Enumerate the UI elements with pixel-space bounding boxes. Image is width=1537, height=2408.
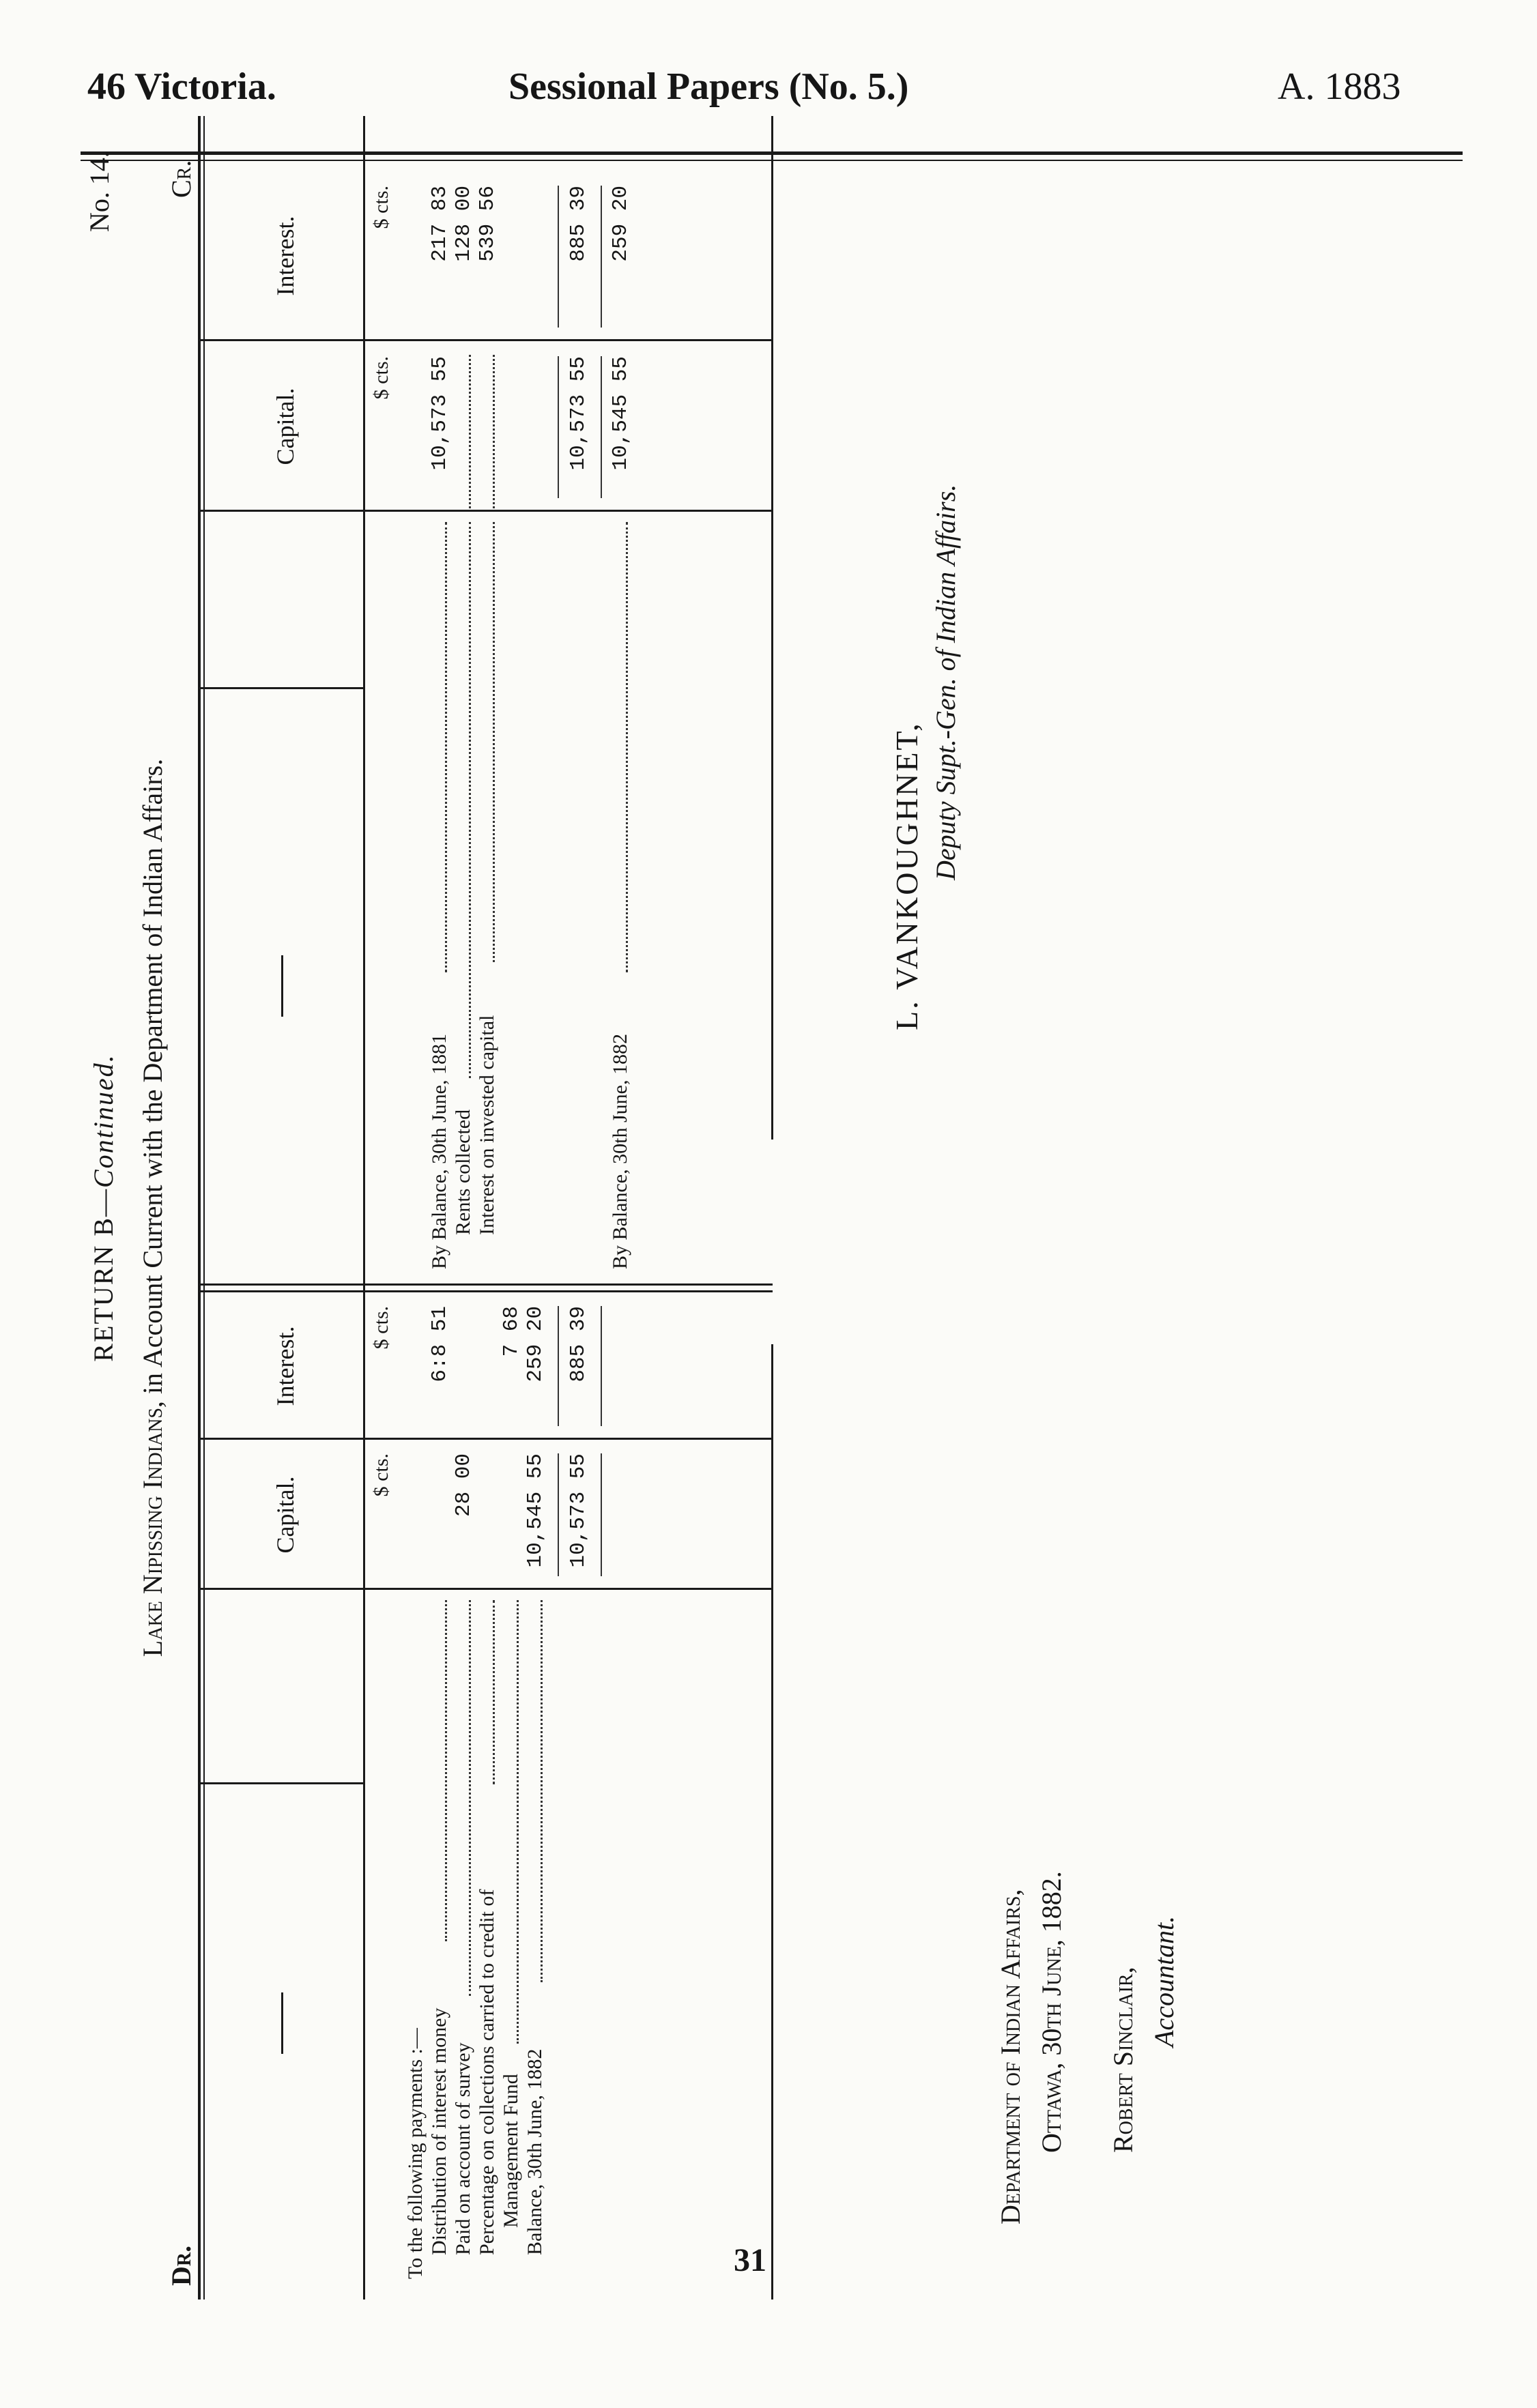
dr-row-1-label: Distribution of interest money	[428, 2007, 450, 2255]
return-title-continued: Continued.	[88, 1054, 119, 1188]
dr-heading: To the following payments :—	[404, 2028, 427, 2279]
dr-capital-unit: $ cts.	[370, 1453, 392, 1497]
dr-row-5-interest: 259 20	[523, 1306, 547, 1382]
dr-row-2-capital: 28 00	[452, 1453, 476, 1518]
table-top-rule-thin	[203, 116, 205, 2300]
cr-leader-2-cap	[469, 355, 471, 508]
cr-row-1-label: By Balance, 30th June, 1881	[428, 1034, 450, 1269]
table-bottom-rule-dr	[771, 1344, 773, 2300]
cr-balance-capital: 10,545 55	[609, 356, 633, 471]
return-title	[87, 116, 119, 2300]
return-title-text: RETURN B—	[88, 1188, 119, 1362]
table-bottom-rule-cr	[771, 116, 773, 1140]
cr-leader-3	[493, 522, 495, 962]
return-subtitle-name: Lake Nipissing Indians,	[137, 1401, 168, 1657]
cr-capital-total-rule	[558, 356, 559, 498]
cr-balance-interest: 259 20	[609, 186, 633, 262]
dr-description-heading-dash	[281, 1992, 283, 2054]
cr-balance-label: By Balance, 30th June, 1882	[609, 1034, 631, 1269]
dr-row-4-interest: 7 68	[500, 1306, 523, 1357]
dr-label: Dr.	[166, 2245, 197, 2286]
header-year: A. 1883	[1278, 66, 1401, 108]
dr-row-5	[523, 2049, 547, 2255]
dr-capital-total-rule-b	[601, 1453, 602, 1576]
dr-leader-2	[469, 1600, 471, 1996]
dr-row-2	[452, 2042, 475, 2255]
header-volume: 46 Victoria.	[87, 66, 276, 108]
dr-interest-total-rule	[558, 1306, 559, 1426]
return-subtitle-rest: in Account Current with the Department of Indian Affairs.	[137, 758, 168, 1395]
footer-place-date-text: Ottawa, 30th June, 1882.	[1036, 1871, 1067, 2153]
dr-row-4	[500, 2074, 523, 2228]
dr-row-2-label: Paid on account of survey	[452, 2042, 474, 2255]
header-bottom-rule	[363, 116, 365, 2300]
cr-row-1-capital: 10,573 55	[428, 356, 452, 471]
dr-total-capital: 10,573 55	[566, 1453, 590, 1568]
footer-department: Department of Indian Affairs,	[995, 1889, 1026, 2224]
col-rule-1	[199, 1782, 363, 1784]
dr-row-1-interest: 6:8 51	[428, 1306, 452, 1382]
cr-balance-leader	[626, 522, 628, 972]
cr-description-heading-dash	[281, 955, 283, 1017]
return-number: No. 14.	[84, 151, 115, 232]
dr-capital-total-rule	[558, 1453, 559, 1576]
dr-interest-unit: $ cts.	[370, 1306, 392, 1350]
cr-row-3-interest: 539 56	[476, 186, 500, 262]
rotated-page	[83, 116, 1482, 2300]
col-rule-4b	[199, 1283, 773, 1286]
return-subtitle	[137, 116, 169, 2300]
cr-total-capital: 10,573 55	[566, 356, 590, 471]
footer-accountant-name: Robert Sinclair,	[1108, 1967, 1138, 2153]
dr-row-3	[476, 1889, 499, 2255]
cr-leader-2	[469, 522, 471, 1078]
dr-row-5-label: Balance, 30th June, 1882	[523, 2048, 546, 2255]
dr-total-interest: 885 39	[566, 1306, 590, 1382]
cr-row-2-interest: 128 00	[452, 186, 476, 262]
dr-interest-heading: Interest.	[272, 1326, 299, 1406]
dr-leader-1	[445, 1600, 447, 1941]
dr-leader-4	[517, 1600, 519, 2044]
cr-capital-total-rule-b	[601, 356, 602, 498]
dr-leader-3	[493, 1600, 495, 1784]
footer-place-date	[1035, 1871, 1067, 2153]
dr-interest-total-rule-b	[601, 1306, 602, 1426]
cr-capital-unit: $ cts.	[370, 356, 392, 400]
signature-name: L. VANKOUGHNET,	[889, 721, 924, 1030]
dr-capital-heading: Capital.	[272, 1476, 299, 1554]
cr-interest-total-rule-b	[601, 186, 602, 328]
page-number: 31	[734, 2242, 766, 2278]
cr-interest-total-rule	[558, 186, 559, 328]
header-series-text: Sessional Papers (No. 5.)	[508, 66, 909, 108]
cr-capital-heading: Capital.	[272, 388, 299, 465]
cr-leader-1	[445, 522, 447, 972]
cr-row-2-label: Rents collected	[452, 1109, 474, 1235]
col-rule-5	[199, 687, 363, 689]
dr-leader-5	[541, 1600, 543, 1982]
dr-row-4-label: Management Fund	[500, 2074, 522, 2228]
cr-row-1-interest: 217 83	[428, 186, 452, 262]
dr-row-5-capital: 10,545 55	[523, 1453, 547, 1568]
cr-label: Cr.	[166, 160, 197, 198]
footer-accountant-title: Accountant.	[1149, 1915, 1179, 2047]
header-series	[508, 65, 908, 108]
cr-interest-unit: $ cts.	[370, 186, 392, 229]
cr-interest-heading: Interest.	[272, 216, 299, 296]
cr-total-interest: 885 39	[566, 186, 590, 262]
cr-leader-3-cap	[493, 355, 495, 508]
table-top-rule	[198, 116, 201, 2300]
dr-row-1	[428, 1600, 451, 2255]
signature-title: Deputy Supt.-Gen. of Indian Affairs.	[930, 484, 961, 880]
cr-row-3-label: Interest on invested capital	[476, 1015, 498, 1235]
dr-row-3-label: Percentage on collections carried to credit of	[476, 1889, 498, 2255]
